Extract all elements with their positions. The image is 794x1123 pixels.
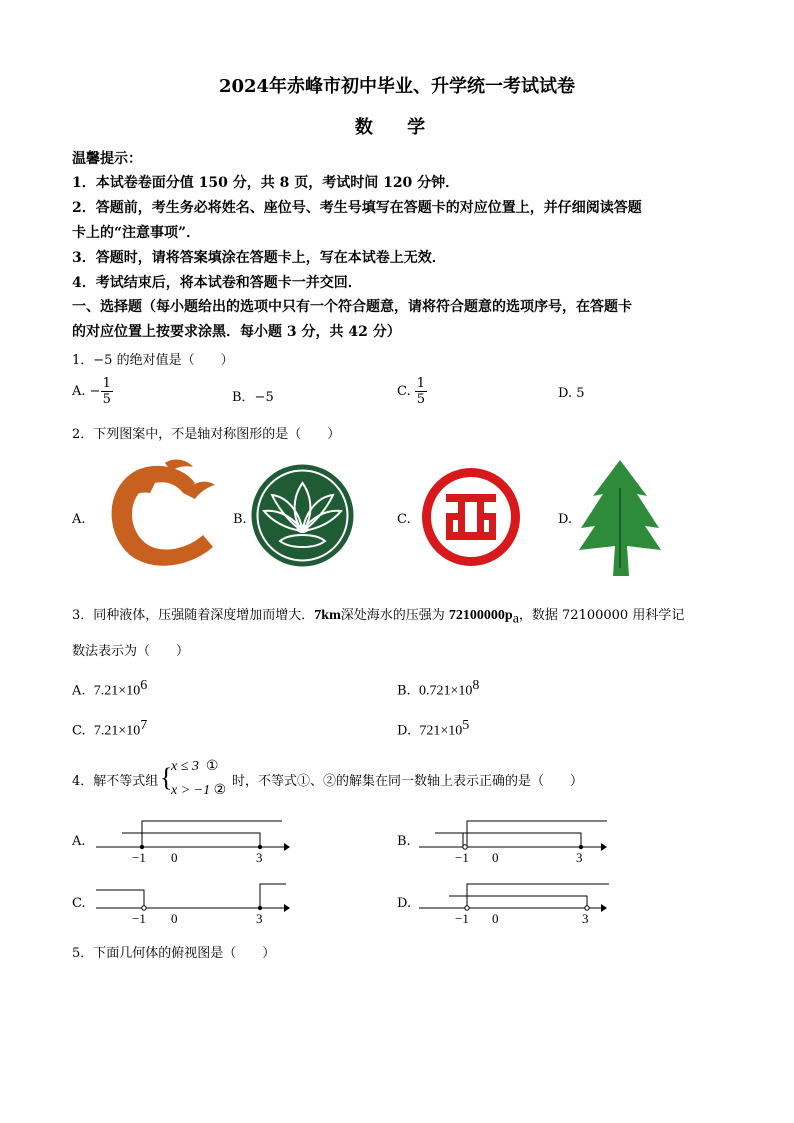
q3-stem-line2: 数法表示为（ ） — [72, 644, 190, 659]
tick-label: 0 — [492, 911, 499, 926]
exam-title: 2024年赤峰市初中毕业、升学统一考试试卷 — [218, 76, 576, 97]
q2-label-d: D. — [558, 512, 573, 527]
q2-stem: 2．下列图案中，不是轴对称图形的是（ ） — [72, 427, 341, 442]
q4-label-d: D. — [397, 896, 412, 911]
section1-line1: 一、选择题（每小题给出的选项中只有一个符合题意，请将符合题意的选项序号，在答题卡 — [72, 299, 632, 315]
number-line-d — [415, 878, 615, 930]
q2-label-a: A. — [72, 512, 86, 527]
notice-item-2-cont: 卡上的“注意事项”． — [72, 225, 201, 241]
tick-label: −1 — [455, 850, 469, 865]
notice-item-2: 2．答题前，考生务必将姓名、座位号、考生号填写在答题卡的对应位置上，并仔细阅读答题 — [72, 200, 642, 216]
q1-stem: 1．−5 的绝对值是（ ） — [72, 353, 234, 368]
q5-stem: 5．下面几何体的俯视图是（ ） — [72, 946, 276, 961]
q3-option-c: C. $7.21\times 10^7$ — [72, 718, 148, 739]
notice-heading: 温馨提示： — [72, 151, 142, 167]
bank-logo-figure — [420, 466, 522, 568]
notice-item-4: 4．考试结束后，将本试卷和答题卡一并交回． — [72, 275, 362, 291]
number-line-a — [92, 815, 292, 867]
tick-label: 0 — [171, 911, 178, 926]
q4-system-brace: { — [160, 763, 173, 792]
tick-label: −1 — [455, 911, 469, 926]
tick-label: −1 — [132, 911, 146, 926]
tick-label: 3 — [256, 911, 263, 926]
q4-inequality-1: x ≤ 3 ① — [171, 759, 219, 774]
q4-label-b: B. — [397, 834, 411, 849]
q4-label-c: C. — [72, 896, 86, 911]
dragon-c-figure — [95, 455, 225, 575]
number-line-c — [92, 878, 292, 930]
q3-option-a: A. $7.21\times 10^6$ — [72, 678, 148, 699]
q1-option-d: D. 5 — [558, 386, 585, 401]
number-line-b — [415, 815, 615, 867]
tick-label: 0 — [171, 850, 178, 865]
q2-label-c: C. — [397, 512, 411, 527]
subject-title: 数 学 — [354, 117, 440, 138]
section1-line2: 的对应位置上按要求涂黑．每小题 3 分，共 42 分） — [72, 324, 401, 340]
notice-item-1: 1．本试卷卷面分值 150 分，共 8 页，考试时间 120 分钟． — [72, 175, 460, 191]
tick-label: 3 — [576, 850, 583, 865]
tick-label: 3 — [256, 850, 263, 865]
notice-item-3: 3．答题时，请将答案填涂在答题卡上，写在本试卷上无效． — [72, 250, 446, 266]
tick-label: 3 — [582, 911, 589, 926]
q3-option-b: B. $0.721\times 10^8$ — [397, 678, 480, 699]
q3-option-d: D. $721\times 10^5$ — [397, 718, 470, 739]
q4-stem-post: 时，不等式①、②的解集在同一数轴上表示正确的是（ ） — [232, 774, 584, 789]
q1-option-a: A. − $\frac{1}{5}$ — [72, 376, 111, 407]
tree-figure — [577, 458, 663, 578]
q4-inequality-2: x > −1 ② — [171, 783, 227, 798]
q1-option-b: B．−5 — [232, 390, 274, 405]
lotus-figure — [250, 463, 355, 568]
tick-label: −1 — [132, 850, 146, 865]
tick-label: 0 — [492, 850, 499, 865]
q4-label-a: A. — [72, 834, 86, 849]
q4-stem-pre: 4．解不等式组 — [72, 774, 159, 789]
q2-label-b: B. — [233, 512, 247, 527]
q1-option-c: C. $\frac{1}{5}$ — [397, 376, 426, 407]
q3-stem-line1: 3．同种液体，压强随着深度增加而增大．7km深处海水的压强为 $72100000p_a$，数据 72100000 用科学记 — [72, 608, 685, 627]
